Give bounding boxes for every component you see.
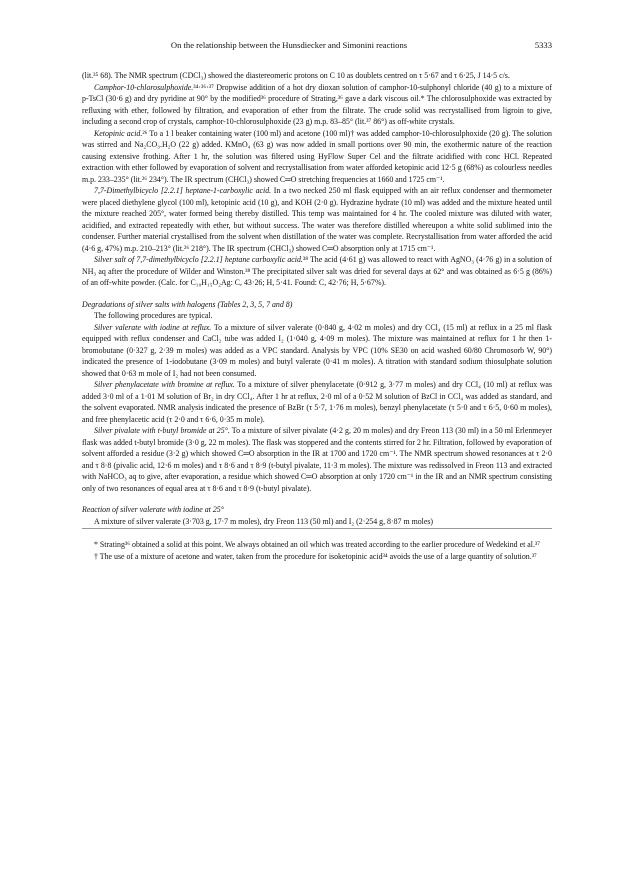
paragraph-text: In a two necked 250 ml flask equipped with an air reflux condenser and thermometer were placed diethylene glycol (100 ml), ketopinic acid (10 g), and KOH (2·0 g). Hydrazine hydrate (10 ml) was added and the mixture heated until the mixture reached 205°, water formed being thereby distilled. This temp was maintained for 4 hr. The cooled mixture was diluted with water, acidified, and extracted repeatedly with ether, but without success. The water was therefore distilled whereupon a white solid sublimed into the condenser. Further material crystallised from the solvent when distillation of the water was complete. Recrystallisation from water afforded the acid (4·6 g, 47%) m.p. 210–213° (lit.²⁶ 218°). The IR spectrum (CHCl₃) showed C═O absorption only at 1715 cm⁻¹. <box>82 186 553 253</box>
body-paragraph <box>82 254 552 289</box>
paragraph-lead-italic: Camphor-10-chlorosulphoxide. <box>94 82 194 92</box>
paragraph-lead-italic: Degradations of silver salts with halogens <box>82 299 216 309</box>
body-paragraph <box>82 82 552 128</box>
body-paragraph <box>82 379 552 425</box>
body-paragraph <box>82 551 552 563</box>
paragraph-text: To a mixture of silver phenylacetate (0·912 g, 3·77 m moles) and dry CCl₄ (10 ml) at reflux was added 3·0 ml of a 1·01 M solution of Br₂ in dry CCl₄. After 1 hr at reflux, 2·0 ml of a 0·52 M solution of BzCl in CCl₄ was added as standard, and the solvent evaporated. NMR analysis indicated the presence of BzBr (τ 5·7, 1·76 m moles), benzyl phenylacetate (τ 5·0 and τ 6·5, 0·60 m moles), and free phenylacetic acid (τ 2·0 and τ 6·6, 0·35 m mole). <box>82 380 552 424</box>
paragraph-text: ³⁸ The acid (4·61 g) was allowed to react with AgNO₃ (4·76 g) in a solution of NH₃ aq after the procedure of Wilder and Winston.³⁸ The precipitated silver salt was dried for several days at 62° and was obtained as 6·5 g (86%) of an off-white powder. (Calc. for C₁₀H₁₅O₂Ag: C, 43·26; H, 5·41. Found: C, 42·76; H, 5·67%). <box>82 255 552 287</box>
body-paragraph <box>82 425 552 494</box>
page-number: 5333 <box>534 40 552 50</box>
paragraph-lead-italic: 7,7-Dimethylbicyclo [2.2.1] heptane-1-carboxylic acid. <box>94 186 272 195</box>
paragraph-text: ²⁶ To a 1 l beaker containing water (100 ml) and acetone (100 ml)† was added camphor-10-chlorosulphoxide (20 g). The solution was stirred and Na₂CO₃.H₂O (22 g) added. KMnO₄ (63 g) was now added in small portions over 90 min, the exothermic nature of the reaction causing extensive frothing. After 1 hr, the solution was filtered using HyFlow Super Cel and the filtrate acidified with conc HCl. Repeated extraction with ether followed by evaporation of solvent and recrystallisation from water afforded ketopinic acid 12·5 g (68%) as colourless needles m.p. 233–235° (lit.²⁶ 234°). The IR spectrum (CHCl₃) showed C═O stretching frequencies at 1660 and 1725 cm⁻¹. <box>82 128 552 184</box>
body-paragraph <box>82 70 552 82</box>
paragraph-lead-italic: Silver pivalate with t-butyl bromide at 25°. <box>94 426 230 435</box>
paragraph-text: (lit.³⁵ 68). The NMR spectrum (CDCl₃) showed the diastereomeric protons on C 10 as doublets centred on τ 5·67 and τ 6·25, J 14·5 c/s. <box>82 71 510 80</box>
paragraph-lead-italic: Ketopinic acid. <box>94 128 143 138</box>
paragraph-lead-italic: Reaction of silver valerate with iodine at 25° <box>82 505 224 514</box>
body-paragraph <box>82 516 552 530</box>
paragraph-text: The following procedures are typical. <box>94 311 213 320</box>
paragraph-lead-italic: Silver salt of 7,7-dimethylbicyclo [2.2.1] heptane carboxylic acid. <box>94 255 303 264</box>
footnote <box>82 539 552 551</box>
body-paragraph <box>82 310 552 322</box>
paragraph-lead-italic: Silver phenylacetate with bromine at reflux. <box>94 380 235 389</box>
article-body <box>82 70 552 562</box>
running-header <box>82 40 552 54</box>
body-paragraph <box>82 185 552 254</box>
body-paragraph <box>82 322 552 380</box>
paragraph-text: ³⁴·³⁶·³⁷ Dropwise addition of a hot dry dioxan solution of camphor-10-sulphonyl chloride (40 g) to a mixture of p-TsCl (30·6 g) and dry pyridine at 90° by the modified³⁶ procedure of Strating,³⁶ gave a dark viscous oil.* The chlorosulphoxide was extracted by refluxing with ether, followed by filtration, and evaporation of ether from the filtrate. The crude solid was recrystallised from ligroin to give, including a second crop of crystals, camphor-10-chlorosulphoxide (23 g) m.p. 83–85° (lit.³⁷ 86°) as off-white crystals. <box>82 82 552 126</box>
paragraph-lead-italic: Silver valerate with iodine at reflux. <box>94 322 212 332</box>
body-paragraph <box>82 128 552 186</box>
paragraph-text: To a mixture of silver pivalate (4·2 g, 20 m moles) and dry Freon 113 (30 ml) in a 50 ml Erlenmeyer flask was added t-butyl bromide (3·0 g, 22 m moles). The flask was stoppered and the contents stirred for 2 hr. Filtration, followed by evaporation of solvent afforded a residue (3·2 g) which showed C═O absorption in the IR at 1700 and 1720 cm⁻¹. The NMR spectrum showed resonances at τ 2·0 and τ 8·8 (pivalic acid, 12·6 m moles) and τ 8·6 and τ 8·9 (t-butyl pivalate, 11·3 m moles). The mixture was redissolved in Freon 113 and extracted with NaHCO₃ aq to give, after evaporation, a residue which showed C═O absorption at only 1720 cm⁻¹ in the IR and an NMR spectrum consisting only of two resonances of equal area at τ 8·6 and τ 8·9 (t-butyl pivalate). <box>82 426 552 493</box>
paragraph-text: † The use of a mixture of acetone and water, taken from the procedure for isoketopinic acid³⁴ avoids the use of a large quantity of solution.³⁷ <box>94 551 537 561</box>
paragraph-text: A mixture of silver valerate (3·703 g, 17·7 m moles), dry Freon 113 (50 ml) and I₂ (2·254 g, 8·87 m moles) <box>94 516 434 526</box>
paragraph-text: (Tables 2, 3, 5, 7 and 8) <box>215 299 293 309</box>
section-heading <box>82 504 552 516</box>
paragraph-text: * Strating³⁶ obtained a solid at this point. We always obtained an oil which was treated according to the earlier procedure of Wedekind et al.³⁷ <box>94 540 541 549</box>
section-heading <box>82 299 552 311</box>
paragraph-text: To a mixture of silver valerate (0·840 g, 4·02 m moles) and dry CCl₄ (15 ml) at reflux in a 25 ml flask equipped with reflux condenser and CaCl₂ tube was added I₂ (1·040 g, 4·09 m moles). The mixture was maintained at reflux for 1 hr then 1-bromobutane (0·327 g, 2·39 m moles) was added as a VPC standard. Analysis by VPC (10% SE30 on acid washed 60/80 Chromosorb W, 90°) indicated the presence of 1-iodobutane (3·09 m moles) and butyl valerate (0·41 m moles). A titration with standard sodium thiosulphate solution showed that 0·63 m mole of I₂ had not been consumed. <box>82 322 552 378</box>
running-title: On the relationship between the Hunsdiecker and Simonini reactions <box>170 40 408 50</box>
